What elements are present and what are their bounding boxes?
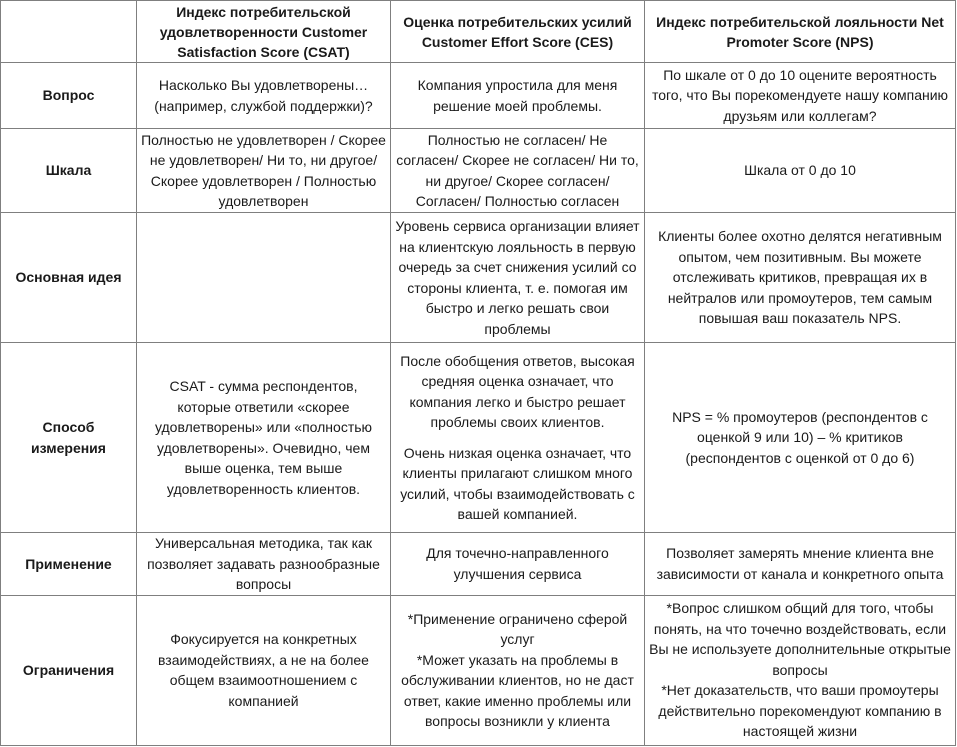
csat-cell xyxy=(137,213,391,343)
nps-cell: Клиенты более охотно делятся негативным опытом, чем позитивным. Вы можете отслеживать критиков, превращая их в нейтралов или промоутеров, тем самым повышая ваш показатель NPS. xyxy=(645,213,956,343)
ces-cell: Полностью не согласен/ Не согласен/ Скорее не согласен/ Ни то, ни другое/ Скорее согласен/ Согласен/ Полностью согласен xyxy=(391,129,645,213)
csat-cell: Универсальная методика, так как позволяет задавать разнообразные вопросы xyxy=(137,533,391,596)
nps-cell xyxy=(645,595,956,745)
ces-cell: Уровень сервиса организации влияет на клиентскую лояльность в первую очередь за счет снижения усилий со стороны клиента, т. е. помогая им быстро и легко решать свои проблемы xyxy=(391,213,645,343)
nps-cell: Позволяет замерять мнение клиента вне зависимости от канала и конкретного опыта xyxy=(645,533,956,596)
header-row xyxy=(1,1,956,63)
header-nps: Индекс потребительской лояльности Net Promoter Score (NPS) xyxy=(645,1,956,63)
table-row xyxy=(1,213,956,343)
csat-cell: Насколько Вы удовлетворены… (например, службой поддержки)? xyxy=(137,63,391,129)
ces-paragraph: *Применение ограничено сферой услуг xyxy=(407,610,628,647)
row-label: Вопрос xyxy=(1,63,137,129)
row-label: Шкала xyxy=(1,129,137,213)
table-row xyxy=(1,343,956,533)
csat-cell: Полностью не удовлетворен / Скорее не удовлетворен/ Ни то, ни другое/ Скорее удовлетворен / Полностью удовлетворен xyxy=(137,129,391,213)
row-label: Основная идея xyxy=(1,213,137,343)
table-row xyxy=(1,129,956,213)
row-label: Способ измерения xyxy=(1,343,137,533)
nps-cell: Шкала от 0 до 10 xyxy=(645,129,956,213)
table-row xyxy=(1,595,956,745)
csat-cell: CSAT - сумма респондентов, которые ответили «скорее удовлетворены» или «полностью удовлетворены». Очевидно, чем выше оценка, тем выше удовлетворенность клиентов. xyxy=(137,343,391,533)
header-csat: Индекс потребительской удовлетворенности Customer Satisfaction Score (CSAT) xyxy=(137,1,391,63)
nps-paragraph: *Нет доказательств, что ваши промоутеры действительно порекомендуют компанию в настоящей жизни xyxy=(658,682,942,740)
ces-paragraph: Очень низкая оценка означает, что клиенты прилагают слишком много усилий, чтобы взаимодействовать с вашей компанией. xyxy=(400,444,635,522)
ces-cell: Компания упростила для меня решение моей проблемы. xyxy=(391,63,645,129)
table-row xyxy=(1,533,956,596)
row-label: Ограничения xyxy=(1,595,137,745)
csat-cell: Фокусируется на конкретных взаимодействиях, а не на более общем взаимоотношением с компанией xyxy=(137,595,391,745)
header-ces: Оценка потребительских усилий Customer Effort Score (CES) xyxy=(391,1,645,63)
ces-cell xyxy=(391,343,645,533)
ces-cell xyxy=(391,595,645,745)
ces-cell: Для точечно-направленного улучшения сервиса xyxy=(391,533,645,596)
row-label: Применение xyxy=(1,533,137,596)
header-corner xyxy=(1,1,137,63)
table-row xyxy=(1,63,956,129)
ces-paragraph: *Может указать на проблемы в обслуживании клиентов, но не даст ответ, какие именно проблемы или вопросы возникли у клиента xyxy=(401,651,634,729)
ces-paragraph: После обобщения ответов, высокая средняя оценка означает, что компания легко и быстро решает проблемы своих клиентов. xyxy=(400,352,635,430)
nps-cell: По шкале от 0 до 10 оцените вероятность того, что Вы порекомендуете нашу компанию друзьям или коллегам? xyxy=(645,63,956,129)
nps-cell: NPS = % промоутеров (респондентов с оценкой 9 или 10) – % критиков (респондентов с оценкой от 0 до 6) xyxy=(645,343,956,533)
nps-paragraph: *Вопрос слишком общий для того, чтобы понять, на что точечно воздействовать, если Вы не используете дополнительные открытые вопросы xyxy=(649,600,951,678)
